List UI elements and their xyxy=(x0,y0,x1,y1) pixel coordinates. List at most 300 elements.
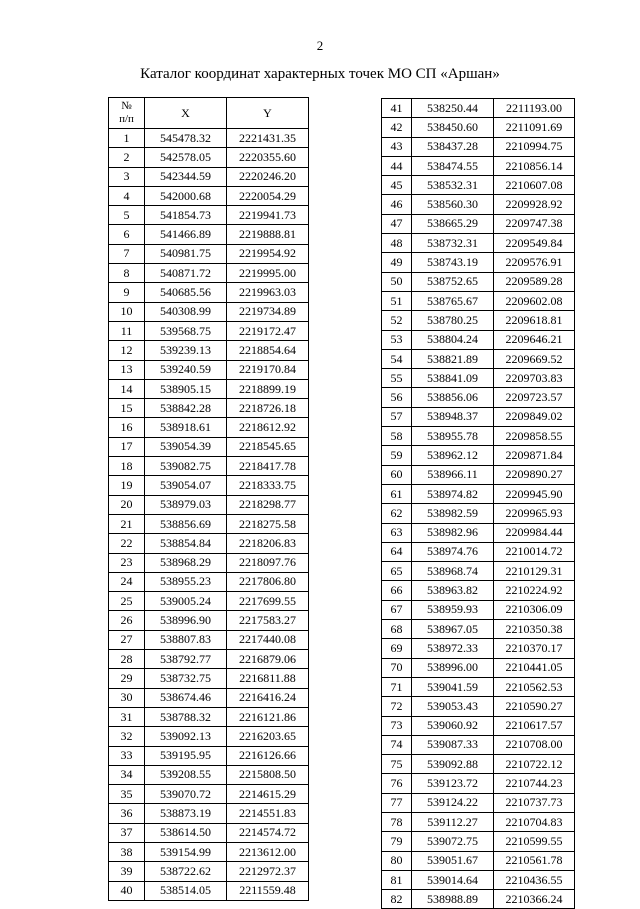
table-body-left xyxy=(109,129,309,901)
cell-number: 76 xyxy=(382,774,412,793)
cell-number: 11 xyxy=(109,321,145,340)
table-row xyxy=(109,457,309,476)
table-row xyxy=(109,514,309,533)
table-row xyxy=(382,600,575,619)
cell-x: 538873.19 xyxy=(145,804,227,823)
cell-y: 2216203.65 xyxy=(227,727,309,746)
cell-y: 2218726.18 xyxy=(227,399,309,418)
table-row xyxy=(382,118,575,137)
cell-y: 2219941.73 xyxy=(227,206,309,225)
cell-x: 538968.29 xyxy=(145,553,227,572)
cell-number: 17 xyxy=(109,437,145,456)
cell-number: 52 xyxy=(382,311,412,330)
cell-x: 540871.72 xyxy=(145,264,227,283)
cell-x: 538532.31 xyxy=(412,176,494,195)
cell-y: 2216126.66 xyxy=(227,746,309,765)
cell-x: 538959.93 xyxy=(412,600,494,619)
cell-y: 2210014.72 xyxy=(494,542,575,561)
cell-y: 2210370.17 xyxy=(494,639,575,658)
table-row xyxy=(109,534,309,553)
cell-x: 539054.39 xyxy=(145,437,227,456)
cell-x: 539123.72 xyxy=(412,774,494,793)
cell-number: 55 xyxy=(382,369,412,388)
cell-x: 540308.99 xyxy=(145,302,227,321)
cell-x: 539053.43 xyxy=(412,697,494,716)
cell-number: 79 xyxy=(382,832,412,851)
coordinates-table-right xyxy=(381,98,575,909)
cell-number: 9 xyxy=(109,283,145,302)
cell-y: 2218333.75 xyxy=(227,476,309,495)
cell-x: 538792.77 xyxy=(145,650,227,669)
header-number-symbol: № xyxy=(121,100,132,112)
cell-y: 2209984.44 xyxy=(494,523,575,542)
cell-number: 77 xyxy=(382,793,412,812)
cell-y: 2210607.08 xyxy=(494,176,575,195)
cell-number: 82 xyxy=(382,890,412,909)
cell-x: 538732.75 xyxy=(145,669,227,688)
cell-number: 78 xyxy=(382,812,412,831)
table-row xyxy=(109,611,309,630)
cell-y: 2220054.29 xyxy=(227,186,309,205)
table-row xyxy=(382,735,575,754)
cell-number: 64 xyxy=(382,542,412,561)
cell-number: 58 xyxy=(382,427,412,446)
cell-y: 2216416.24 xyxy=(227,688,309,707)
cell-y: 2209669.52 xyxy=(494,349,575,368)
table-row xyxy=(109,225,309,244)
cell-x: 539240.59 xyxy=(145,360,227,379)
cell-y: 2209945.90 xyxy=(494,484,575,503)
cell-x: 538905.15 xyxy=(145,379,227,398)
cell-x: 538974.82 xyxy=(412,484,494,503)
cell-x: 538996.00 xyxy=(412,658,494,677)
cell-number: 36 xyxy=(109,804,145,823)
cell-x: 539195.95 xyxy=(145,746,227,765)
table-row xyxy=(382,137,575,156)
cell-y: 2214615.29 xyxy=(227,785,309,804)
cell-x: 538955.23 xyxy=(145,572,227,591)
cell-number: 75 xyxy=(382,755,412,774)
cell-number: 50 xyxy=(382,272,412,291)
cell-x: 539239.13 xyxy=(145,341,227,360)
cell-y: 2209602.08 xyxy=(494,291,575,310)
cell-y: 2218206.83 xyxy=(227,534,309,553)
table-row xyxy=(382,272,575,291)
cell-x: 538966.11 xyxy=(412,465,494,484)
cell-y: 2220355.60 xyxy=(227,148,309,167)
cell-x: 538982.96 xyxy=(412,523,494,542)
cell-x: 545478.32 xyxy=(145,129,227,148)
cell-x: 538841.09 xyxy=(412,369,494,388)
cell-number: 22 xyxy=(109,534,145,553)
cell-number: 46 xyxy=(382,195,412,214)
cell-number: 26 xyxy=(109,611,145,630)
cell-x: 538614.50 xyxy=(145,823,227,842)
cell-number: 35 xyxy=(109,785,145,804)
cell-x: 541854.73 xyxy=(145,206,227,225)
cell-y: 2219954.92 xyxy=(227,244,309,263)
cell-x: 538854.84 xyxy=(145,534,227,553)
cell-number: 72 xyxy=(382,697,412,716)
cell-y: 2218298.77 xyxy=(227,495,309,514)
table-row xyxy=(109,823,309,842)
cell-x: 538732.31 xyxy=(412,234,494,253)
cell-x: 538979.03 xyxy=(145,495,227,514)
cell-number: 27 xyxy=(109,630,145,649)
cell-y: 2213612.00 xyxy=(227,842,309,861)
table-row xyxy=(382,639,575,658)
cell-x: 538918.61 xyxy=(145,418,227,437)
table-row xyxy=(109,669,309,688)
cell-number: 74 xyxy=(382,735,412,754)
cell-number: 12 xyxy=(109,341,145,360)
header-number-abbrev: п/п xyxy=(119,113,134,125)
table-header xyxy=(109,98,309,129)
header-x: X xyxy=(145,98,227,129)
table-row xyxy=(109,244,309,263)
table-row xyxy=(382,446,575,465)
cell-y: 2209618.81 xyxy=(494,311,575,330)
cell-y: 2209723.57 xyxy=(494,388,575,407)
cell-y: 2221431.35 xyxy=(227,129,309,148)
page-number: 2 xyxy=(316,38,324,53)
cell-y: 2215808.50 xyxy=(227,765,309,784)
cell-y: 2210708.00 xyxy=(494,735,575,754)
cell-y: 2211193.00 xyxy=(494,99,575,118)
cell-y: 2218545.65 xyxy=(227,437,309,456)
cell-number: 57 xyxy=(382,407,412,426)
cell-x: 538743.19 xyxy=(412,253,494,272)
cell-number: 8 xyxy=(109,264,145,283)
cell-y: 2218275.58 xyxy=(227,514,309,533)
cell-y: 2210744.23 xyxy=(494,774,575,793)
cell-y: 2210704.83 xyxy=(494,812,575,831)
cell-y: 2209965.93 xyxy=(494,504,575,523)
table-row xyxy=(382,774,575,793)
cell-number: 28 xyxy=(109,650,145,669)
cell-number: 19 xyxy=(109,476,145,495)
table-row xyxy=(109,688,309,707)
cell-number: 2 xyxy=(109,148,145,167)
cell-x: 538674.46 xyxy=(145,688,227,707)
cell-x: 538437.28 xyxy=(412,137,494,156)
cell-number: 81 xyxy=(382,870,412,889)
cell-x: 538665.29 xyxy=(412,214,494,233)
table-row xyxy=(382,330,575,349)
cell-x: 542344.59 xyxy=(145,167,227,186)
cell-x: 538967.05 xyxy=(412,620,494,639)
table-row xyxy=(109,437,309,456)
table-row xyxy=(382,234,575,253)
cell-number: 32 xyxy=(109,727,145,746)
table-row xyxy=(382,176,575,195)
cell-x: 539070.72 xyxy=(145,785,227,804)
cell-number: 80 xyxy=(382,851,412,870)
cell-number: 15 xyxy=(109,399,145,418)
cell-x: 539112.27 xyxy=(412,812,494,831)
table-row xyxy=(382,716,575,735)
cell-x: 538962.12 xyxy=(412,446,494,465)
cell-x: 539092.13 xyxy=(145,727,227,746)
cell-number: 14 xyxy=(109,379,145,398)
table-row xyxy=(109,592,309,611)
table-row xyxy=(109,630,309,649)
cell-number: 6 xyxy=(109,225,145,244)
table-row xyxy=(382,291,575,310)
cell-x: 539060.92 xyxy=(412,716,494,735)
cell-number: 4 xyxy=(109,186,145,205)
cell-x: 538982.59 xyxy=(412,504,494,523)
cell-number: 60 xyxy=(382,465,412,484)
cell-y: 2209646.21 xyxy=(494,330,575,349)
header-number xyxy=(109,98,145,129)
cell-number: 61 xyxy=(382,484,412,503)
cell-number: 44 xyxy=(382,156,412,175)
table-row xyxy=(109,129,309,148)
cell-x: 539208.55 xyxy=(145,765,227,784)
cell-x: 538842.28 xyxy=(145,399,227,418)
table-row xyxy=(382,214,575,233)
table-row xyxy=(382,99,575,118)
cell-x: 539054.07 xyxy=(145,476,227,495)
cell-number: 18 xyxy=(109,457,145,476)
cell-number: 47 xyxy=(382,214,412,233)
cell-number: 25 xyxy=(109,592,145,611)
cell-number: 45 xyxy=(382,176,412,195)
table-row xyxy=(109,495,309,514)
table-row xyxy=(382,812,575,831)
cell-y: 2209703.83 xyxy=(494,369,575,388)
cell-number: 24 xyxy=(109,572,145,591)
cell-x: 540981.75 xyxy=(145,244,227,263)
cell-x: 538450.60 xyxy=(412,118,494,137)
cell-y: 2214574.72 xyxy=(227,823,309,842)
cell-number: 37 xyxy=(109,823,145,842)
cell-x: 539041.59 xyxy=(412,677,494,696)
cell-x: 538968.74 xyxy=(412,562,494,581)
cell-x: 538821.89 xyxy=(412,349,494,368)
cell-number: 13 xyxy=(109,360,145,379)
cell-x: 538972.33 xyxy=(412,639,494,658)
cell-number: 66 xyxy=(382,581,412,600)
cell-x: 538474.55 xyxy=(412,156,494,175)
cell-y: 2209890.27 xyxy=(494,465,575,484)
cell-number: 40 xyxy=(109,881,145,900)
table-row xyxy=(382,195,575,214)
cell-x: 539087.33 xyxy=(412,735,494,754)
cell-x: 539082.75 xyxy=(145,457,227,476)
cell-y: 2210561.78 xyxy=(494,851,575,870)
cell-y: 2219963.03 xyxy=(227,283,309,302)
cell-y: 2219995.00 xyxy=(227,264,309,283)
table-row xyxy=(109,804,309,823)
cell-x: 542578.05 xyxy=(145,148,227,167)
cell-y: 2210562.53 xyxy=(494,677,575,696)
cell-y: 2212972.37 xyxy=(227,862,309,881)
table-row xyxy=(109,476,309,495)
cell-y: 2216121.86 xyxy=(227,707,309,726)
table-row xyxy=(109,321,309,340)
table-row xyxy=(382,311,575,330)
cell-y: 2210856.14 xyxy=(494,156,575,175)
cell-number: 73 xyxy=(382,716,412,735)
cell-y: 2209871.84 xyxy=(494,446,575,465)
cell-y: 2210129.31 xyxy=(494,562,575,581)
cell-number: 65 xyxy=(382,562,412,581)
cell-number: 3 xyxy=(109,167,145,186)
cell-x: 539051.67 xyxy=(412,851,494,870)
table-row xyxy=(382,581,575,600)
cell-y: 2218417.78 xyxy=(227,457,309,476)
table-row xyxy=(382,793,575,812)
cell-x: 538514.05 xyxy=(145,881,227,900)
table-row xyxy=(382,523,575,542)
cell-x: 540685.56 xyxy=(145,283,227,302)
table-row xyxy=(109,206,309,225)
table-row xyxy=(382,542,575,561)
table-row xyxy=(382,369,575,388)
cell-y: 2210350.38 xyxy=(494,620,575,639)
table-row xyxy=(109,572,309,591)
table-row xyxy=(382,156,575,175)
table-row xyxy=(382,427,575,446)
table-row xyxy=(109,186,309,205)
cell-y: 2219172.47 xyxy=(227,321,309,340)
cell-y: 2211559.48 xyxy=(227,881,309,900)
table-row xyxy=(382,620,575,639)
cell-y: 2218097.76 xyxy=(227,553,309,572)
table-row xyxy=(109,360,309,379)
table-row xyxy=(109,283,309,302)
cell-x: 538765.67 xyxy=(412,291,494,310)
cell-number: 71 xyxy=(382,677,412,696)
cell-x: 538250.44 xyxy=(412,99,494,118)
cell-number: 63 xyxy=(382,523,412,542)
cell-x: 539092.88 xyxy=(412,755,494,774)
cell-y: 2209589.28 xyxy=(494,272,575,291)
cell-number: 48 xyxy=(382,234,412,253)
cell-y: 2214551.83 xyxy=(227,804,309,823)
cell-x: 539014.64 xyxy=(412,870,494,889)
cell-number: 23 xyxy=(109,553,145,572)
cell-x: 539072.75 xyxy=(412,832,494,851)
cell-x: 538788.32 xyxy=(145,707,227,726)
table-row xyxy=(109,302,309,321)
cell-number: 41 xyxy=(382,99,412,118)
cell-x: 539154.99 xyxy=(145,842,227,861)
document-title: Каталог координат характерных точек МО СП «Аршан» xyxy=(140,66,500,82)
table-row xyxy=(382,349,575,368)
table-row xyxy=(382,890,575,909)
table-row xyxy=(382,697,575,716)
cell-y: 2218854.64 xyxy=(227,341,309,360)
cell-y: 2219888.81 xyxy=(227,225,309,244)
cell-y: 2209747.38 xyxy=(494,214,575,233)
cell-y: 2219170.84 xyxy=(227,360,309,379)
cell-number: 59 xyxy=(382,446,412,465)
table-row xyxy=(382,677,575,696)
cell-number: 39 xyxy=(109,862,145,881)
cell-y: 2217583.27 xyxy=(227,611,309,630)
table-row xyxy=(109,650,309,669)
cell-x: 538722.62 xyxy=(145,862,227,881)
cell-x: 538996.90 xyxy=(145,611,227,630)
cell-number: 51 xyxy=(382,291,412,310)
cell-number: 43 xyxy=(382,137,412,156)
cell-y: 2209858.55 xyxy=(494,427,575,446)
table-row xyxy=(382,658,575,677)
cell-number: 31 xyxy=(109,707,145,726)
cell-y: 2210599.55 xyxy=(494,832,575,851)
table-row xyxy=(382,484,575,503)
cell-number: 16 xyxy=(109,418,145,437)
cell-y: 2216879.06 xyxy=(227,650,309,669)
cell-number: 53 xyxy=(382,330,412,349)
cell-y: 2210436.55 xyxy=(494,870,575,889)
cell-number: 33 xyxy=(109,746,145,765)
cell-number: 1 xyxy=(109,129,145,148)
table-row xyxy=(382,388,575,407)
cell-number: 69 xyxy=(382,639,412,658)
table-row xyxy=(109,418,309,437)
table-row xyxy=(109,746,309,765)
cell-y: 2209849.02 xyxy=(494,407,575,426)
table-row xyxy=(382,755,575,774)
table-row xyxy=(109,264,309,283)
cell-x: 539005.24 xyxy=(145,592,227,611)
cell-number: 34 xyxy=(109,765,145,784)
table-row xyxy=(109,399,309,418)
table-row xyxy=(382,407,575,426)
cell-x: 538955.78 xyxy=(412,427,494,446)
cell-y: 2210722.12 xyxy=(494,755,575,774)
cell-x: 538974.76 xyxy=(412,542,494,561)
cell-y: 2218612.92 xyxy=(227,418,309,437)
cell-x: 541466.89 xyxy=(145,225,227,244)
table-row xyxy=(109,862,309,881)
table-row xyxy=(382,504,575,523)
table-row xyxy=(382,253,575,272)
cell-y: 2211091.69 xyxy=(494,118,575,137)
cell-y: 2219734.89 xyxy=(227,302,309,321)
cell-y: 2209928.92 xyxy=(494,195,575,214)
cell-y: 2217440.08 xyxy=(227,630,309,649)
cell-number: 20 xyxy=(109,495,145,514)
table-row xyxy=(109,553,309,572)
table-row xyxy=(382,851,575,870)
cell-y: 2217806.80 xyxy=(227,572,309,591)
table-row xyxy=(109,785,309,804)
cell-y: 2210306.09 xyxy=(494,600,575,619)
cell-number: 49 xyxy=(382,253,412,272)
cell-x: 539124.22 xyxy=(412,793,494,812)
cell-x: 538963.82 xyxy=(412,581,494,600)
cell-number: 56 xyxy=(382,388,412,407)
table-row xyxy=(109,379,309,398)
cell-x: 538752.65 xyxy=(412,272,494,291)
cell-number: 68 xyxy=(382,620,412,639)
cell-y: 2217699.55 xyxy=(227,592,309,611)
cell-number: 7 xyxy=(109,244,145,263)
table-row xyxy=(109,881,309,900)
table-row xyxy=(109,727,309,746)
table-row xyxy=(109,707,309,726)
table-row xyxy=(382,465,575,484)
cell-y: 2210737.73 xyxy=(494,793,575,812)
cell-number: 62 xyxy=(382,504,412,523)
cell-x: 538856.06 xyxy=(412,388,494,407)
cell-y: 2210590.27 xyxy=(494,697,575,716)
